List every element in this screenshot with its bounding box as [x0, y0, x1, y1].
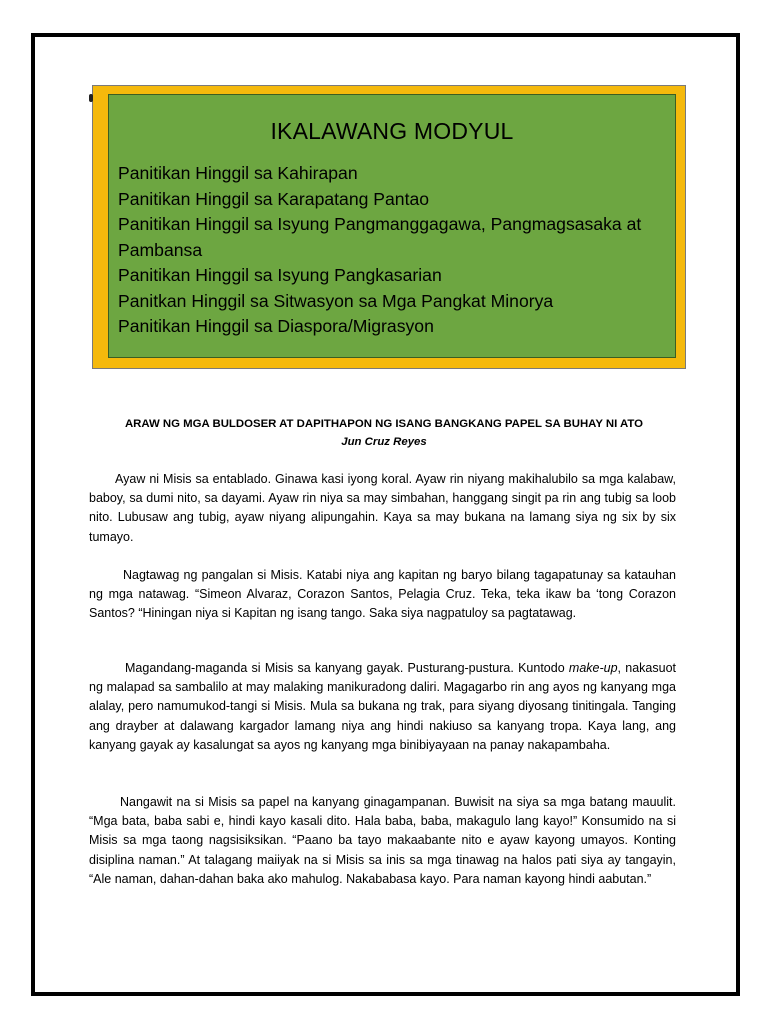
article-title: ARAW NG MGA BULDOSER AT DAPITHAPON NG ISANG BANGKANG PAPEL SA BUHAY NI ATO — [124, 418, 644, 430]
topic-item: Panitikan Hinggil sa Isyung Pangmanggagawa, Pangmagsasaka at — [118, 214, 642, 234]
article-author: Jun Cruz Reyes — [341, 436, 427, 448]
topic-item: Panitikan Hinggil sa Isyung Pangkasarian — [118, 265, 442, 285]
paragraph-2: Nagtawag ng pangalan si Misis. Katabi niya ang kapitan ng baryo bilang tagapatunay sa katauhan ng mga natawag. “Simeon Alvaraz, Corazon Santos, Pelagia Cruz. Teka, teka ikaw ba ‘tong Corazon Santos? “Hiningan niya si Kapitan ng isang tango. Saka siya nagpatuloy sa pagtatawag. — [89, 568, 676, 621]
paragraph-3-italic: make-up — [568, 661, 618, 675]
paragraph-4: Nangawit na si Misis sa papel na kanyang ginagampanan. Buwisit na siya sa mga batang mauulit. “Mga bata, baba sabi e, hindi kayo kasali dito. Hala baba, baba, makagulo lang kayo!” Konsumido na si Misis sa mga taong nagsisiksikan. “Paano ba tayo makaabante nito e ayaw kayong umayos. Konting disiplina naman.” At talagang maiiyak na si Misis sa inis sa mga tinawag na halos pati siya ay tangayin, “Ale naman, dahan-dahan baka ako mahulog. Nakababasa kayo. Para naman kayong hindi aabutan.” — [89, 795, 676, 886]
module-title: IKALAWANG MODYUL — [270, 118, 514, 144]
topic-item: Panitikan Hinggil sa Kahirapan — [118, 163, 358, 183]
topic-item: Panitkan Hinggil sa Sitwasyon sa Mga Pangkat Minorya — [118, 290, 554, 311]
topic-item: Panitikan Hinggil sa Karapatang Pantao — [118, 188, 430, 209]
paragraph-1: Ayaw ni Misis sa entablado. Ginawa kasi iyong koral. Ayaw rin niyang makihalubilo sa mga kalabaw, baboy, sa dumi nito, sa dayami. Ayaw rin niya sa may simbahan, hanggang singit pa rin ang tubig sa loob nito. Lubusaw ang tubig, ayaw niyang alipungahin. Kaya sa may bukana na lamang siya ng six by six tumayo. — [89, 472, 676, 544]
topic-item: Pambansa — [118, 239, 203, 260]
paragraph-3-end: , nakasuot ng malapad sa sambalilo at may malaking manikuradong daliri. Magagarbo rin ang ayos ng kanyang mga alalay, pero namumukod-tangi si Misis. Mula sa bukana ng trak, para siyang diyosang tinitingala. Tanging ang drayber at dalawang kargador lamang niya ang hindi nakiuso sa kanyang tropa. Kaya lang, ang kanyang gayak ay kasalungat sa ayos ng kanyang mga binibiyayaan na panay nakapambaha. — [89, 661, 676, 752]
topic-list — [118, 161, 668, 340]
paragraph-3-start: Magandang-maganda si Misis sa kanyang gayak. Pusturang-pustura. Kuntodo — [125, 661, 569, 675]
topic-item: Panitikan Hinggil sa Diaspora/Migrasyon — [118, 316, 434, 336]
paragraph-3 — [89, 659, 676, 755]
stray-mark — [89, 94, 93, 102]
